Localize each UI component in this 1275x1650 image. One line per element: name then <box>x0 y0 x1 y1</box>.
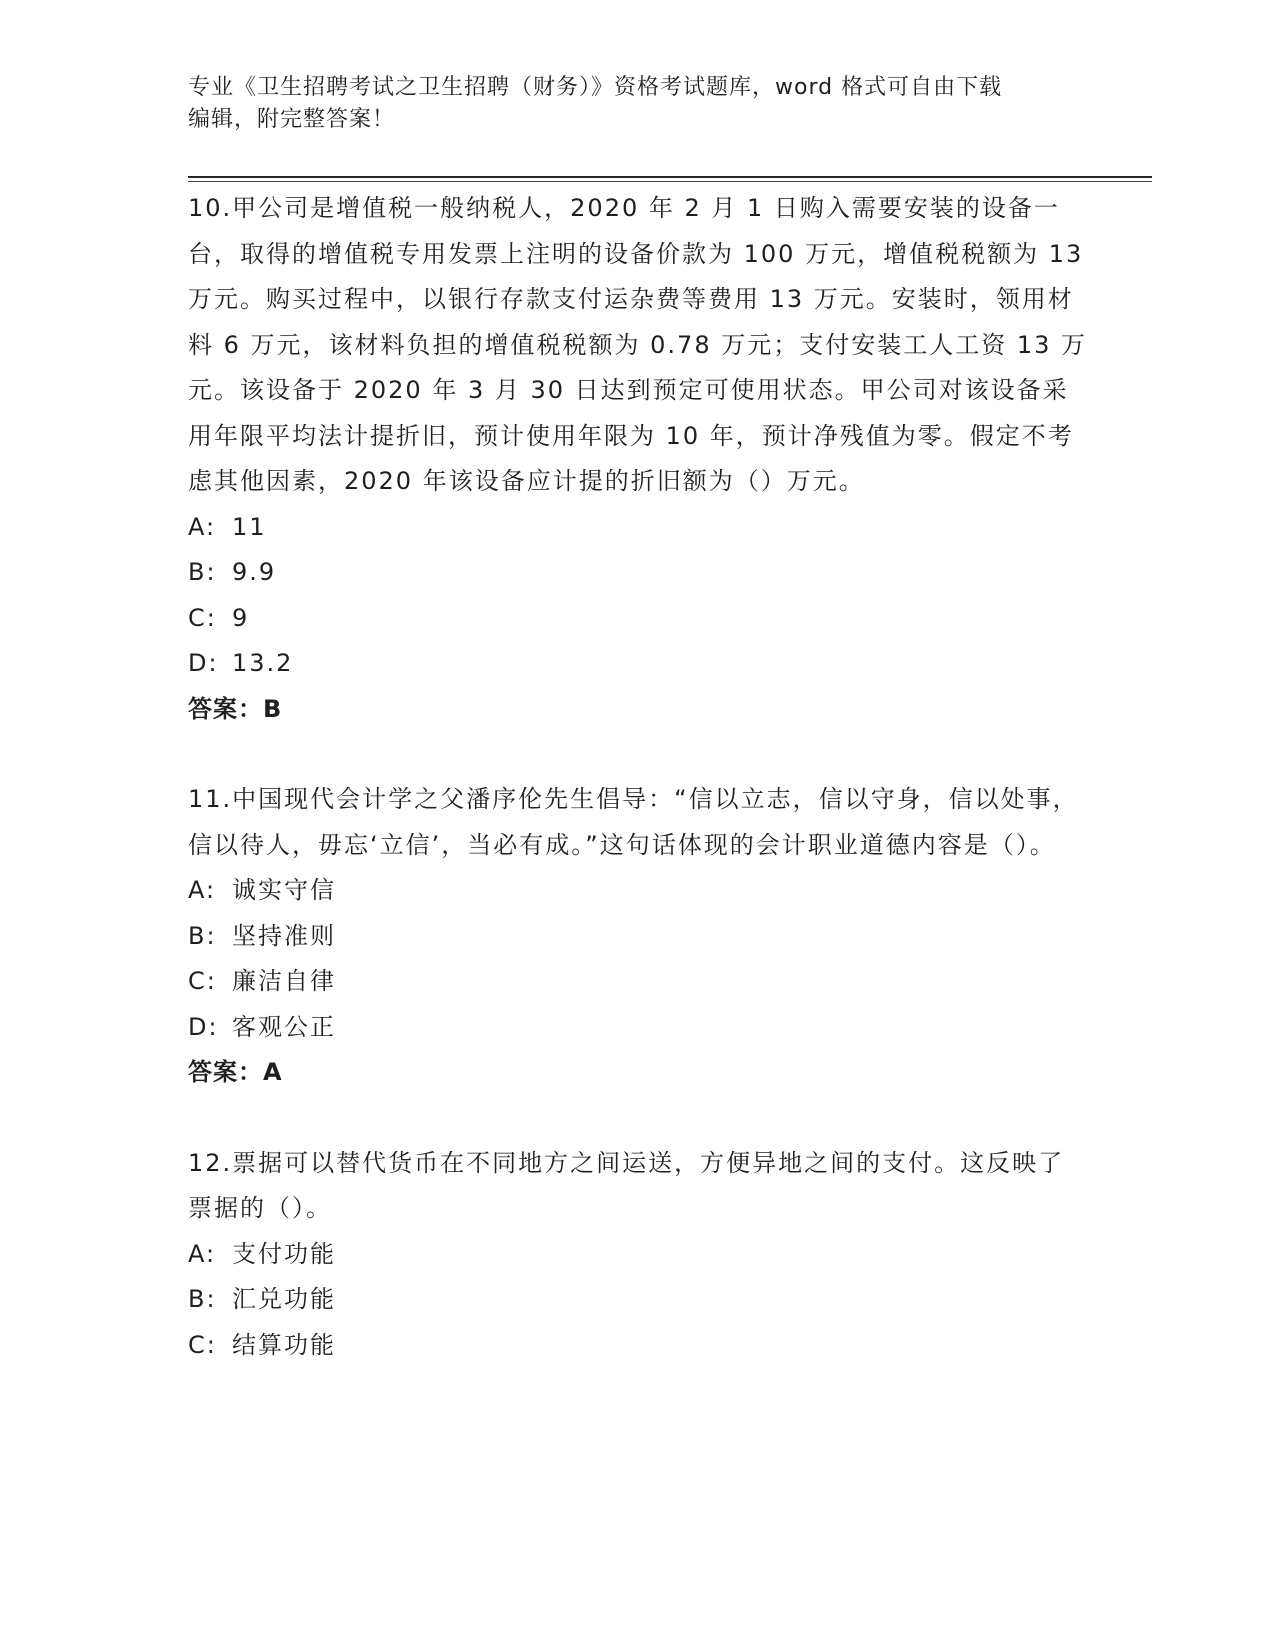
option-text: 诚实守信 <box>232 876 336 904</box>
question-text: 12.票据可以替代货币在不同地方之间运送，方便异地之间的支付。这反映了票据的（）。 <box>188 1148 1065 1222</box>
option-item <box>188 1232 1088 1278</box>
option-letter: B: <box>188 921 217 950</box>
option-letter: A: <box>188 876 217 904</box>
header-divider-thick <box>188 176 1152 178</box>
option-text: 9 <box>232 603 250 632</box>
option-text: 客观公正 <box>232 1012 336 1041</box>
option-list <box>188 868 1088 1050</box>
option-item <box>188 1323 1088 1369</box>
option-text: 汇兑功能 <box>232 1285 336 1313</box>
option-letter: B: <box>188 1285 217 1313</box>
option-item <box>188 914 1088 960</box>
answer-line: 答案：B <box>188 694 283 723</box>
option-item <box>188 868 1088 914</box>
option-letter: D: <box>188 649 219 677</box>
option-list <box>188 1232 1088 1369</box>
option-text: 支付功能 <box>232 1239 336 1268</box>
option-text: 坚持准则 <box>232 921 336 950</box>
option-text: 结算功能 <box>232 1330 336 1359</box>
question-block-11 <box>188 777 1088 1096</box>
option-list <box>188 505 1088 687</box>
option-letter: C: <box>188 967 217 995</box>
option-item <box>188 1277 1088 1323</box>
option-letter: A: <box>188 1239 217 1268</box>
option-text: 11 <box>232 512 267 541</box>
header-line-1: 专业《卫生招聘考试之卫生招聘（财务）》资格考试题库，word 格式可自由下载 <box>188 75 1003 100</box>
option-letter: D: <box>188 1012 219 1041</box>
option-letter: C: <box>188 1330 217 1359</box>
option-letter: C: <box>188 603 217 632</box>
option-text: 13.2 <box>232 649 294 677</box>
question-text: 10.甲公司是增值税一般纳税人，2020 年 2 月 1 日购入需要安装的设备一台，取得的增值税专用发票上注明的设备价款为 100 万元，增值税税额为 13 万元。购买过程中，以银行存款支付运杂费等费用 13 万元。安装时，领用材料 6 万元，该材料负担的增值税税额为 0.78 万元；支付安装工人工资 13 万元。该设备于 2020 年 3 月 30 日达到预定可使用状态。甲公司对该设备采用年限平均法计提折旧，预计使用年限为 10 年，预计净残值为零。假定不考虑其他因素，2020 年该设备应计提的折旧额为（）万元。 <box>188 194 1088 495</box>
option-letter: B: <box>188 558 217 586</box>
option-text: 廉洁自律 <box>232 967 336 995</box>
option-item <box>188 550 1088 596</box>
document-header <box>188 72 1088 136</box>
header-divider-thin <box>188 181 1152 182</box>
option-item <box>188 959 1088 1005</box>
option-item <box>188 505 1088 551</box>
option-text: 9.9 <box>232 558 277 586</box>
question-list <box>188 186 1088 1413</box>
answer-line: 答案：A <box>188 1058 283 1086</box>
question-block-10 <box>188 186 1088 732</box>
option-letter: A: <box>188 512 217 541</box>
option-item <box>188 641 1088 687</box>
option-item <box>188 596 1088 642</box>
question-block-12 <box>188 1141 1088 1369</box>
header-line-2: 编辑，附完整答案！ <box>188 107 396 132</box>
option-item <box>188 1005 1088 1051</box>
question-text: 11.中国现代会计学之父潘序伦先生倡导：“信以立志，信以守身，信以处事，信以待人，毋忘‘立信’，当必有成。”这句话体现的会计职业道德内容是（）。 <box>188 785 1079 859</box>
